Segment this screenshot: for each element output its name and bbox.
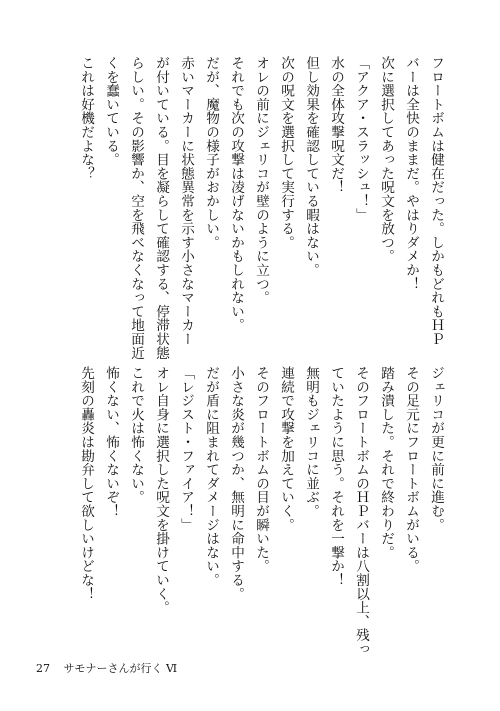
text-line: 「レジスト・ファイア！」 — [178, 366, 194, 532]
text-block-upper — [73, 56, 448, 360]
text-block-lower — [73, 366, 448, 656]
text-line: 次の呪文を選択して実行する。 — [278, 56, 294, 250]
page-footer — [36, 660, 177, 676]
text-line: 次に選択してあった呪文を放つ。 — [378, 56, 394, 263]
text-line: 無明もジェリコに並ぶ。 — [303, 366, 319, 518]
text-line: 但し効果を確認している暇はない。 — [303, 56, 319, 277]
text-line: らしい。その影響か、空を飛べなくなって地面近 — [128, 56, 144, 360]
text-line: 連続で攻撃を加えていく。 — [278, 366, 294, 532]
text-line: オレ自身に選択した呪文を掛けていく。 — [153, 366, 169, 615]
text-line: 先刻の轟炎は勘弁して欲しいけどな！ — [78, 366, 94, 601]
text-line: が付いている。目を凝らして確認する、停滞状態 — [153, 56, 169, 360]
text-line: その足元にフロートボムがいる。 — [403, 366, 419, 573]
text-line: だが、魔物の様子がおかしい。 — [203, 56, 219, 250]
text-line: バーは全快のままだ。やはりダメか！ — [403, 56, 419, 291]
text-line: そのフロートボムのＨＰバーは八割以上、残っ — [353, 366, 369, 656]
text-line: 小さな炎が幾つか、無明に命中する。 — [228, 366, 244, 601]
page-number: 27 — [36, 662, 50, 675]
text-line: ていたように思う。それを一撃か！ — [328, 366, 344, 587]
text-line: これは好機だよな？ — [78, 56, 94, 181]
text-line: くを蠢いている。 — [103, 56, 119, 167]
text-line: ジェリコが更に前に進む。 — [428, 366, 444, 532]
text-line: これで火は怖くない。 — [128, 366, 144, 504]
book-title: サモナーさんが行く Ⅵ — [63, 662, 178, 675]
text-line: フロートボムは健在だった。しかもどれもＨＰ — [428, 56, 444, 346]
text-line: だが盾に阻まれてダメージはない。 — [203, 366, 219, 587]
text-line: 水の全体攻撃呪文だ！ — [328, 56, 344, 194]
text-line: それでも次の攻撃は凌げないかもしれない。 — [228, 56, 244, 332]
text-line: 「アクア・スラッシュ！」 — [353, 56, 369, 222]
text-line: そのフロートボムの目が瞬いた。 — [253, 366, 269, 573]
text-line: 踏み潰した。それで終わりだ。 — [378, 366, 394, 560]
text-line: 赤いマーカーに状態異常を示す小さなマーカー — [178, 56, 194, 346]
text-line: オレの前にジェリコが壁のように立つ。 — [253, 56, 269, 305]
text-line: 怖くない、怖くないぞ！ — [103, 366, 119, 518]
